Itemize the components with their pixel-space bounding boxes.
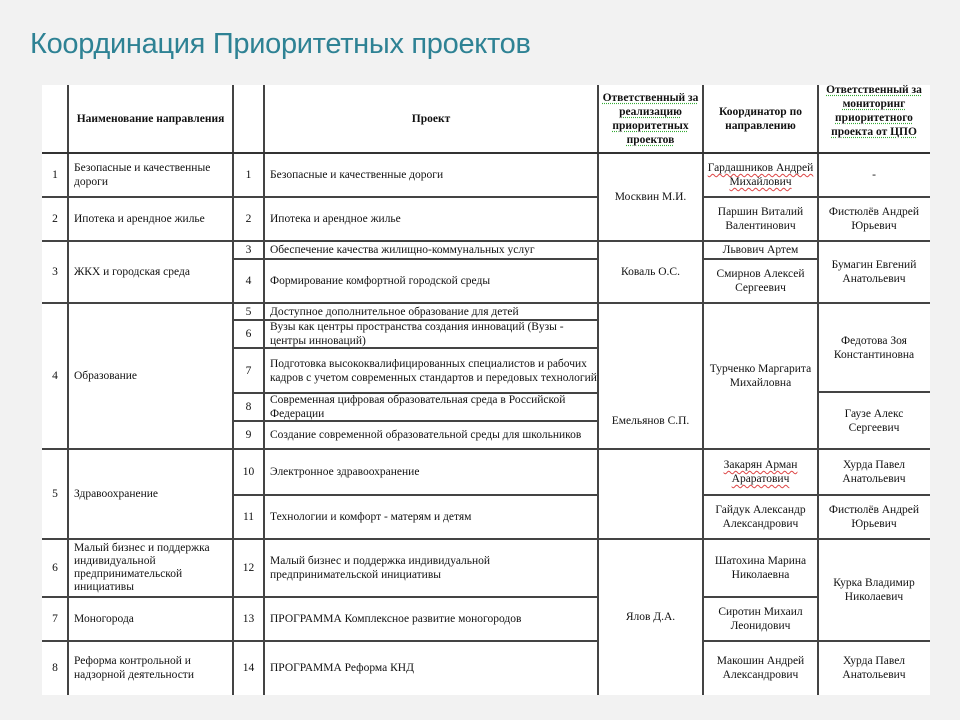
divider [597, 85, 599, 695]
project-name: Формирование комфортной городской среды [270, 275, 491, 287]
divider [233, 258, 598, 260]
direction-num: 7 [52, 613, 58, 625]
project-name: Доступное дополнительное образование для детей [270, 305, 519, 318]
coordinator-name: Гардашников Андрей Михайлович [707, 162, 814, 188]
responsible-cell: Москвин М.И. [614, 191, 687, 203]
direction-num: 8 [52, 662, 58, 674]
project-num: 1 [245, 169, 252, 181]
project-num: 6 [245, 328, 252, 340]
monitor-cell: Фистюлёв Андрей Юрьевич [828, 206, 920, 232]
direction-num: 3 [52, 266, 58, 278]
coordinator-cell: Макошин Андрей Александрович [716, 655, 805, 681]
divider [42, 196, 598, 198]
project-name: Электронное здравоохранение [270, 466, 420, 478]
project-name: Обеспечение качества жилищно-коммунальных услуг [270, 244, 535, 256]
divider [42, 596, 598, 598]
coordinator-cell: Паршин Виталий Валентинович [717, 206, 804, 232]
direction-name: ЖКХ и городская среда [74, 266, 190, 278]
divider [42, 302, 930, 304]
responsible-cell: Ялов Д.А. [625, 611, 676, 623]
project-num: 9 [245, 429, 252, 441]
direction-name: Реформа контрольной и надзорной деятельности [74, 655, 194, 681]
divider [703, 640, 930, 642]
project-num: 8 [245, 401, 252, 413]
project-num: 2 [245, 213, 252, 225]
project-name: Безопасные и качественные дороги [270, 169, 444, 181]
divider [42, 240, 930, 242]
direction-num: 1 [52, 169, 58, 181]
direction-name: Безопасные и качественные дороги [74, 162, 211, 188]
project-name: Ипотека и арендное жилье [270, 213, 401, 225]
divider [703, 258, 818, 260]
monitor-cell: Гаузе Алекс Сергеевич [844, 407, 904, 434]
coordinator-cell: Турченко Маргарита Михайловна [709, 363, 812, 389]
project-num: 12 [242, 562, 255, 574]
divider [703, 196, 930, 198]
divider [42, 538, 930, 540]
divider [233, 494, 598, 496]
project-name: Создание современной образовательной среды для школьников [270, 429, 582, 441]
coordinator-cell: Львович Артем [722, 244, 799, 256]
monitor-cell: Бумагин Евгений Анатольевич [831, 259, 917, 285]
responsible-cell: Коваль О.С. [621, 266, 680, 278]
divider [42, 152, 930, 154]
divider [233, 319, 598, 321]
divider [42, 448, 930, 450]
divider [818, 391, 930, 393]
project-num: 14 [242, 662, 255, 674]
project-num: 10 [242, 466, 255, 478]
divider [233, 420, 598, 422]
coordinator-cell: Гайдук Александр Александрович [715, 504, 806, 530]
direction-name: Ипотека и арендное жилье [74, 213, 205, 225]
project-name: Технологии и комфорт - матерям и детям [270, 511, 472, 523]
coordinator-cell [703, 153, 818, 197]
page-title: Координация Приоритетных проектов [30, 28, 531, 60]
project-num: 11 [242, 511, 255, 523]
divider [817, 85, 819, 695]
coordinator-name: Шатохина Марина Николаевна [714, 555, 807, 581]
divider [233, 347, 598, 349]
project-name: ПРОГРАММА Комплексное развитие моногородов [270, 613, 522, 625]
coordinator-cell: Сиротин Михаил Леонидович [718, 606, 803, 632]
header-coordinator: Координатор по направлению [719, 106, 802, 132]
monitor-cell: Федотова Зоя Константиновна [833, 334, 915, 361]
divider [67, 85, 69, 695]
coordinator-name: Закарян Арман Араратович [723, 459, 798, 485]
project-num: 4 [245, 275, 252, 287]
divider [232, 85, 234, 695]
header-project: Проект [411, 113, 451, 125]
project-num: 3 [245, 244, 252, 256]
project-num: 5 [245, 305, 252, 318]
project-num: 7 [245, 364, 252, 377]
project-num: 13 [242, 613, 255, 625]
divider [42, 640, 598, 642]
project-name: ПРОГРАММА Реформа КНД [270, 662, 414, 674]
monitor-cell: - [872, 169, 876, 181]
direction-num: 4 [52, 370, 58, 382]
coordination-table [42, 85, 930, 695]
direction-name: Малый бизнес и поддержка индивидуальной предпринимательской инициативы [74, 542, 210, 593]
project-name: Вузы как центры пространства создания инноваций (Вузы - центры инноваций) [270, 321, 564, 347]
monitor-cell: Фистюлёв Андрей Юрьевич [828, 504, 920, 530]
coordinator-cell: Смирнов Алексей Сергеевич [716, 268, 805, 294]
direction-num: 6 [52, 562, 58, 574]
responsible-cell: Емельянов С.П. [611, 415, 690, 427]
direction-num: 5 [52, 488, 58, 500]
header-direction: Наименование направления [76, 113, 225, 125]
divider [233, 392, 598, 394]
divider [703, 596, 818, 598]
divider [702, 85, 704, 695]
coordinator-cell [703, 449, 818, 495]
direction-name: Моногорода [74, 613, 134, 625]
direction-name: Образование [74, 370, 138, 382]
direction-num: 2 [52, 213, 58, 225]
direction-name: Здравоохранение [74, 488, 159, 500]
monitor-cell: Хурда Павел Анатольевич [842, 459, 906, 485]
header-monitor: Ответственный за мониторинг приоритетного проекта от ЦПО [826, 84, 922, 138]
project-name: Малый бизнес и поддержка индивидуальной предпринимательской инициативы [270, 555, 491, 581]
monitor-cell: Курка Владимир Николаевич [833, 577, 915, 603]
monitor-cell: Хурда Павел Анатольевич [842, 655, 906, 681]
divider [703, 494, 930, 496]
divider [263, 85, 265, 695]
project-name: Подготовка высококвалифицированных специалистов и рабочих кадров с учетом современных стандартов и передовых технологий [270, 357, 597, 384]
coordinator-cell [703, 539, 818, 597]
header-responsible: Ответственный за реализацию приоритетных проектов [602, 92, 699, 146]
project-name: Современная цифровая образовательная среда в Российской Федерации [270, 394, 566, 420]
